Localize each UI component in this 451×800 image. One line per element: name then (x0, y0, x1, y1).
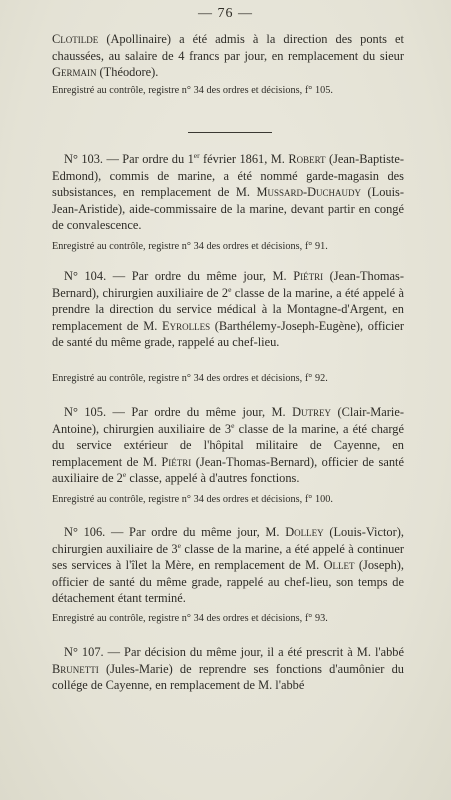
entry-105-registration (52, 493, 404, 506)
entry-103 (52, 151, 404, 234)
entry-105 (52, 404, 404, 487)
person-name: Dolley (285, 525, 324, 539)
person-name: Eyrolles (162, 318, 211, 333)
registration-note: Enregistré au contrôle, registre n° 34 des ordres et décisions, f° 91. (52, 241, 328, 252)
entry-104 (52, 268, 404, 351)
entry-number: N° 106. (64, 525, 106, 539)
entry-number: N° 104. (64, 269, 107, 283)
person-name: Mussard-Duchaudy (256, 185, 362, 199)
person-name: Robert (288, 152, 326, 166)
entry-106-registration (52, 612, 404, 625)
page-number: — 76 — (198, 6, 253, 21)
registration-note: Enregistré au contrôle, registre n° 34 des ordres et décisions, f° 93. (52, 613, 328, 624)
entry-106 (52, 524, 404, 607)
section-divider (188, 132, 272, 133)
person-name: Ollet (323, 558, 355, 572)
entry-number: N° 103. (64, 152, 104, 166)
entry-paragraph: N° 106. — Par ordre du même jour, M. Dolley (Louis-Victor), chirurgien auxiliaire de 3e classe de la marine, a été appelé à continuer ses services à l'îlet la Mère, en remplacement de M. Ollet (Joseph), officier de santé du même grade, rappelé au chef-lieu, son temps de détachement étant terminé. (52, 525, 404, 605)
entry-103-registration (52, 240, 404, 253)
entry-paragraph: N° 103. — Par ordre du 1er février 1861, M. Robert (Jean-Baptiste-Edmond), commis de marine, a été nommé garde-magasin des subsistances, en remplacement de M. Mussard-Duchaudy (Louis-Jean-Aristide), aide-commissaire de la marine, devant partir en congé de convalescence. (52, 150, 405, 232)
person-name: Piétri (161, 454, 192, 469)
intro-paragraph: Clotilde (Apollinaire) a été admis à la direction des ponts et chaussées, au salaire de 4 francs par jour, en remplacement du sieur Germain (Théodore). (52, 32, 404, 79)
entry-paragraph: N° 107. — Par décision du même jour, il a été prescrit à M. l'abbé Brunetti (Jules-Marie) de reprendre ses fonctions d'aumônier du collége de Cayenne, en remplacement de M. l'abbé (52, 645, 405, 692)
registration-note: Enregistré au contrôle, registre n° 34 des ordres et décisions, f° 105. (52, 85, 334, 96)
person-name: Piétri (293, 269, 324, 283)
entry-number: N° 107. (64, 645, 104, 659)
person-name: Clotilde (52, 32, 99, 46)
intro-registration-block (52, 84, 404, 97)
entry-104-registration (52, 372, 404, 385)
entry-paragraph: N° 104. — Par ordre du même jour, M. Piétri (Jean-Thomas-Bernard), chirurgien auxiliaire de 2e classe de la marine, a été appelé à prendre la direction du service médical à la Montagne-d'Argent, en remplacement de M. Eyrolles (Barthélemy-Joseph-Eugène), officier de santé du même grade, rappelé au chef-lieu. (52, 269, 405, 349)
entry-paragraph: N° 105. — Par ordre du même jour, M. Dutrey (Clair-Marie-Antoine), chirurgien auxiliaire de 3e classe de la marine, a été chargé du service extérieur de l'hôpital militaire de Cayenne, en remplacement de M. Piétri (Jean-Thomas-Bernard), officier de santé auxiliaire de 2e classe, appelé à d'autres fonctions. (52, 405, 404, 485)
entry-number: N° 105. (64, 405, 107, 419)
person-name: Germain (52, 65, 97, 79)
intro-block (52, 31, 404, 81)
registration-note: Enregistré au contrôle, registre n° 34 des ordres et décisions, f° 100. (52, 494, 334, 505)
entry-107 (52, 644, 404, 694)
registration-note: Enregistré au contrôle, registre n° 34 des ordres et décisions, f° 92. (52, 373, 328, 384)
person-name: Brunetti (52, 661, 99, 676)
person-name: Dutrey (292, 405, 332, 419)
